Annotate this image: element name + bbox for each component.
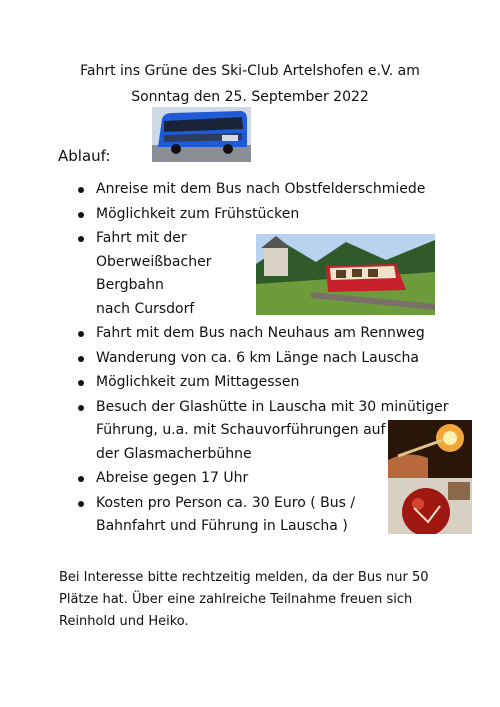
title-line-2: Sonntag den 25. September 2022 [131,89,369,105]
ablauf-label: Ablauf: [58,147,111,165]
page-title [0,58,500,110]
list-item: Fahrt mit dem Bus nach Neuhaus am Rennweg [90,322,450,346]
railway-photo [256,234,435,315]
glassblowing-photo [388,420,472,478]
footer-note: Bei Interesse bitte rechtzeitig melden, da der Bus nur 50 Plätze hat. Über eine zahlreiche Teilnahme freuen sich Reinhold und Heiko. [59,570,429,629]
glass-ornament-photo [388,478,472,534]
list-item: Abreise gegen 17 Uhr [90,467,450,491]
list-item: Besuch der Glashütte in Lauscha mit 30 minütiger Führung, u.a. mit Schauvorführungen auf der Glasmacherbühne [90,396,450,467]
title-line-1: Fahrt ins Grüne des Ski-Club Artelshofen e.V. am [80,63,420,79]
list-item: Möglichkeit zum Frühstücken [90,203,450,227]
list-item: Möglichkeit zum Mittagessen [90,371,450,395]
list-item: Wanderung von ca. 6 km Länge nach Lauscha [90,347,450,371]
list-item: Kosten pro Person ca. 30 Euro ( Bus / Bahnfahrt und Führung in Lauscha ) [90,492,450,539]
list-item: Anreise mit dem Bus nach Obstfelderschmiede [90,178,450,202]
list-item: Fahrt mit der Oberweißbacher Bergbahn nach Cursdorf [90,227,450,321]
bus-photo [152,107,251,162]
